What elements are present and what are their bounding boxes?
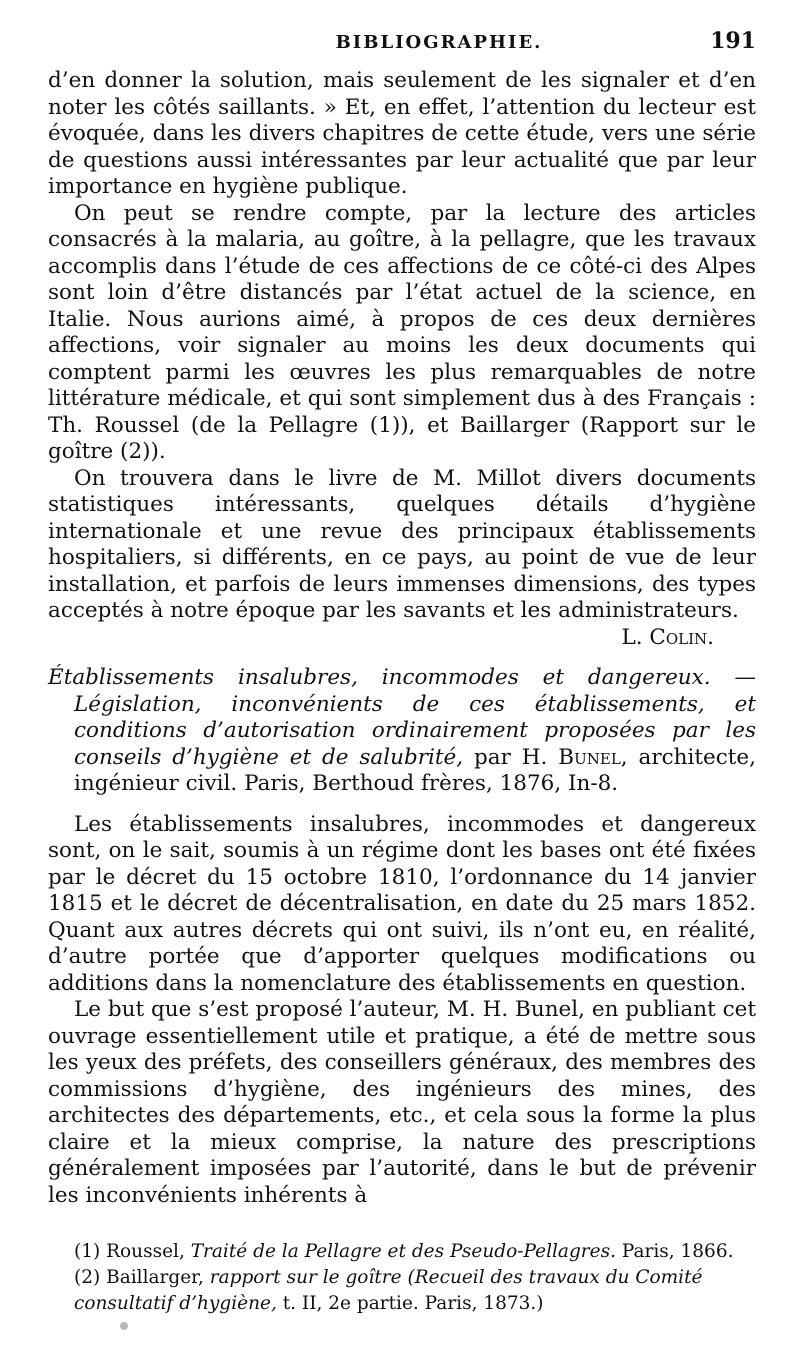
footnote-series: (Recueil des travaux du Comité consultatif d’hygiène, — [74, 1267, 703, 1314]
paragraph: Le but que s’est proposé l’auteur, M. H. Bunel, en publiant cet ouvrage essentiellement utile et pratique, a été de mettre sous les yeux des préfets, des conseillers généraux, des membres des commissions d’hygiène, des ingénieurs des mines, des architectes des départements, etc., et cela sous la forme la plus claire et la mieux comprise, la nature des prescriptions généralement imposées par l’autorité, dans le but de prévenir les inconvénients inhérents à — [48, 997, 756, 1208]
ink-smudge — [120, 1322, 128, 1330]
footnote-2 — [48, 1265, 756, 1317]
page-header — [48, 28, 756, 68]
paragraph: On peut se rendre compte, par la lecture des articles consacrés à la malaria, au goître, à la pellagre, que les travaux accomplis dans l’étude de ces affections de ce côté-ci des Alpes sont loin d’être distancés par l’état actuel de la science, en Italie. Nous aurions aimé, à propos de ces deux dernières affections, voir signaler au moins les deux documents qui comptent parmi les œuvres les plus remarquables de notre littérature médicale, et qui sont simplement dus à des Français : Th. Roussel (de la Pellagre (1)), et Baillarger (Rapport sur le goître (2)). — [48, 200, 756, 464]
footnote-1 — [48, 1239, 756, 1265]
footnote-marker: (2) — [74, 1267, 101, 1288]
book-entry — [48, 665, 756, 798]
paragraph: On trouvera dans le livre de M. Millot divers documents statistiques intéressants, quelques détails d’hygiène internationale et une revue des principaux établissements hospitaliers, si différents, en ce pays, au point de vue de leur installation, et parfois de leurs immenses dimensions, des types acceptés à notre époque par les savants et les administrateurs. — [48, 465, 756, 623]
footnote-marker: (1) — [74, 1241, 101, 1262]
spacer — [48, 798, 756, 812]
review-continuation — [48, 68, 756, 651]
page-number: 191 — [710, 28, 756, 54]
reviewer-signature — [48, 625, 714, 652]
footnote-author: Roussel, — [106, 1241, 185, 1262]
paragraph: Les établissements insalubres, incommodes et dangereux sont, on le sait, soumis à un régime dont les bases ont été fixées par le décret du 15 octobre 1810, l’ordonnance du 14 janvier 1815 et le décret de décentralisation, en date du 25 mars 1852. Quant aux autres décrets qui ont suivi, ils n’ont eu, en réalité, d’autre portée que d’apporter quelques modifications ou additions dans la nomenclature des établissements en question. — [48, 811, 756, 996]
publication-info: , architecte, ingénieur civil. Paris, Berthoud frères, 1876, In-8. — [74, 744, 756, 796]
footnote-title: rapport sur le goître — [209, 1267, 402, 1288]
reviewer-name: L. Colin. — [621, 624, 714, 650]
footnotes — [48, 1239, 756, 1317]
book-author: Bunel — [558, 744, 621, 770]
footnote-details: t. II, 2e partie. Paris, 1873.) — [282, 1293, 544, 1314]
paragraph: d’en donner la solution, mais seulement de les signaler et d’en noter les côtés saillants. » Et, en effet, l’attention du lecteur est évoquée, dans les divers chapitres de cette étude, vers une série de questions aussi intéressantes par leur actualité que par leur importance en hygiène publique. — [48, 68, 756, 199]
footnote-details: Paris, 1866. — [621, 1241, 734, 1262]
running-title: BIBLIOGRAPHIE. — [335, 32, 543, 53]
review-body — [48, 812, 756, 1210]
footnote-title: Traité de la Pellagre et des Pseudo-Pellagres. — [190, 1241, 616, 1262]
footnote-author: Baillarger, — [106, 1267, 204, 1288]
author-prefix: par H. — [474, 744, 548, 770]
book-title: Établissements insalubres, incommodes et dangereux. — Législation, inconvénients de ces établissements, et conditions d’autorisation ordinairement proposées par les conseils d’hygiène et de salubrité, — [48, 665, 756, 770]
